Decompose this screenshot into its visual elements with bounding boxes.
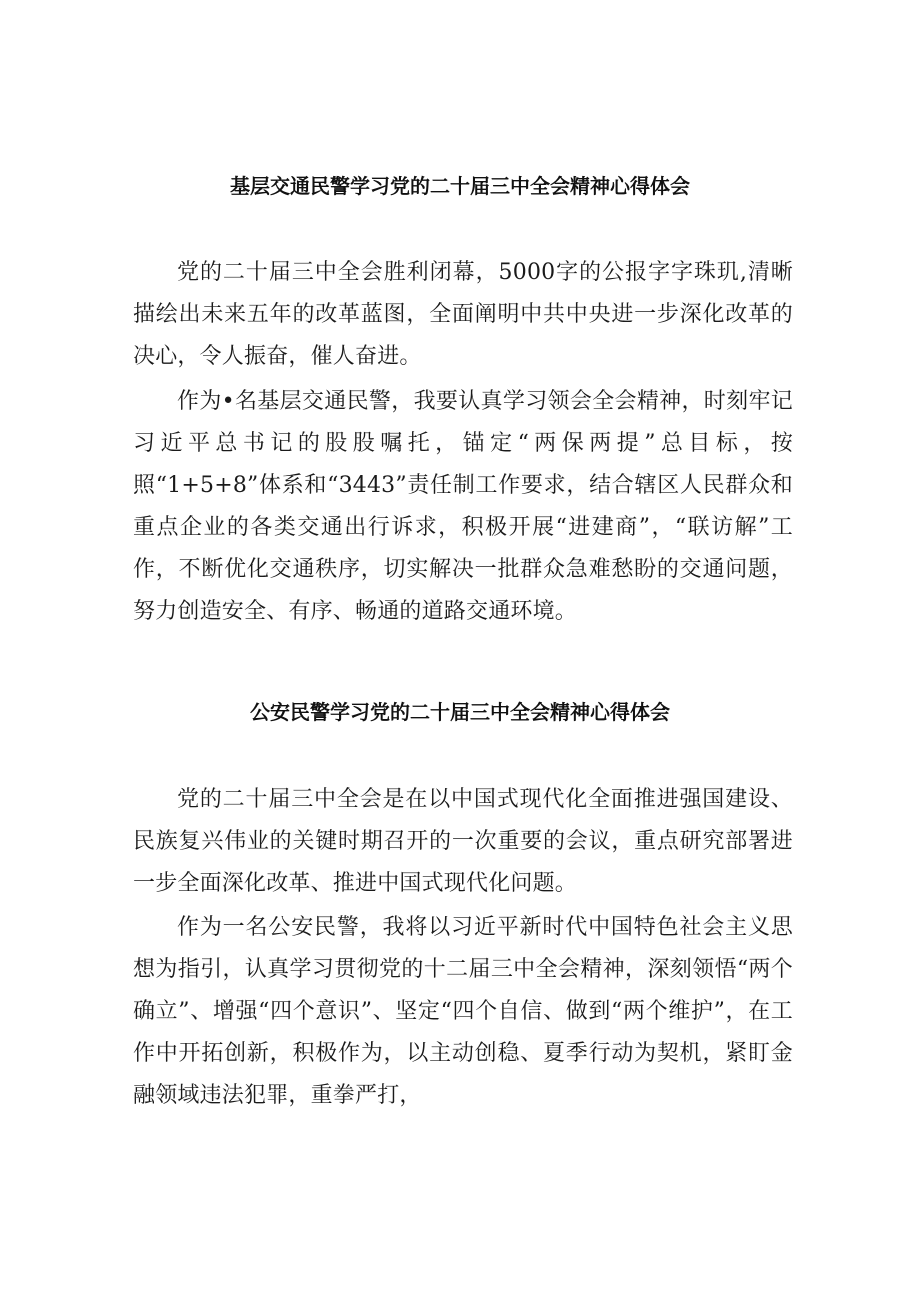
section-1-title: 基层交通民警学习党的二十届三中全会精神心得体会 [230,174,690,198]
section-2-title: 公安民警学习党的二十届三中全会精神心得体会 [250,700,670,724]
section-2-paragraph-1: 党的二十届三中全会是在以中国式现代化全面推进强国建设、民族复兴伟业的关键时期召开的一次重要的会议，重点研究部署进一步全面深化改革、推进中国式现代化问题。 [133,787,793,896]
section-2-paragraph-2: 作为一名公安民警，我将以习近平新时代中国特色社会主义思想为指引，认真学习贯彻党的十二届三中全会精神，深刻领悟“两个确立”、增强“四个意识”、坚定“四个自信、做到“两个维护”，在工作中开拓创新，积极作为，以主动创稳、夏季行动为契机，紧盯金融领域违法犯罪，重拳严打， [133,915,793,1108]
section-1-paragraph-1: 党的二十届三中全会胜利闭幕，5000字的公报字字珠玑,清晰描绘出未来五年的改革蓝图，全面阐明中共中央进一步深化改革的决心，令人振奋，催人奋进。 [133,260,793,369]
section-1-paragraph-2: 作为•名基层交通民警，我要认真学习领会全会精神，时刻牢记习近平总书记的股股嘱托，锚定“两保两提”总目标，按照“1+5+8”体系和“3443”责任制工作要求，结合辖区人民群众和重点企业的各类交通出行诉求，积极开展“进建商”，“联访解”工作，不断优化交通秩序，切实解决一批群众急难愁盼的交通问题，努力创造安全、有序、畅通的道路交通环境。 [133,389,793,624]
